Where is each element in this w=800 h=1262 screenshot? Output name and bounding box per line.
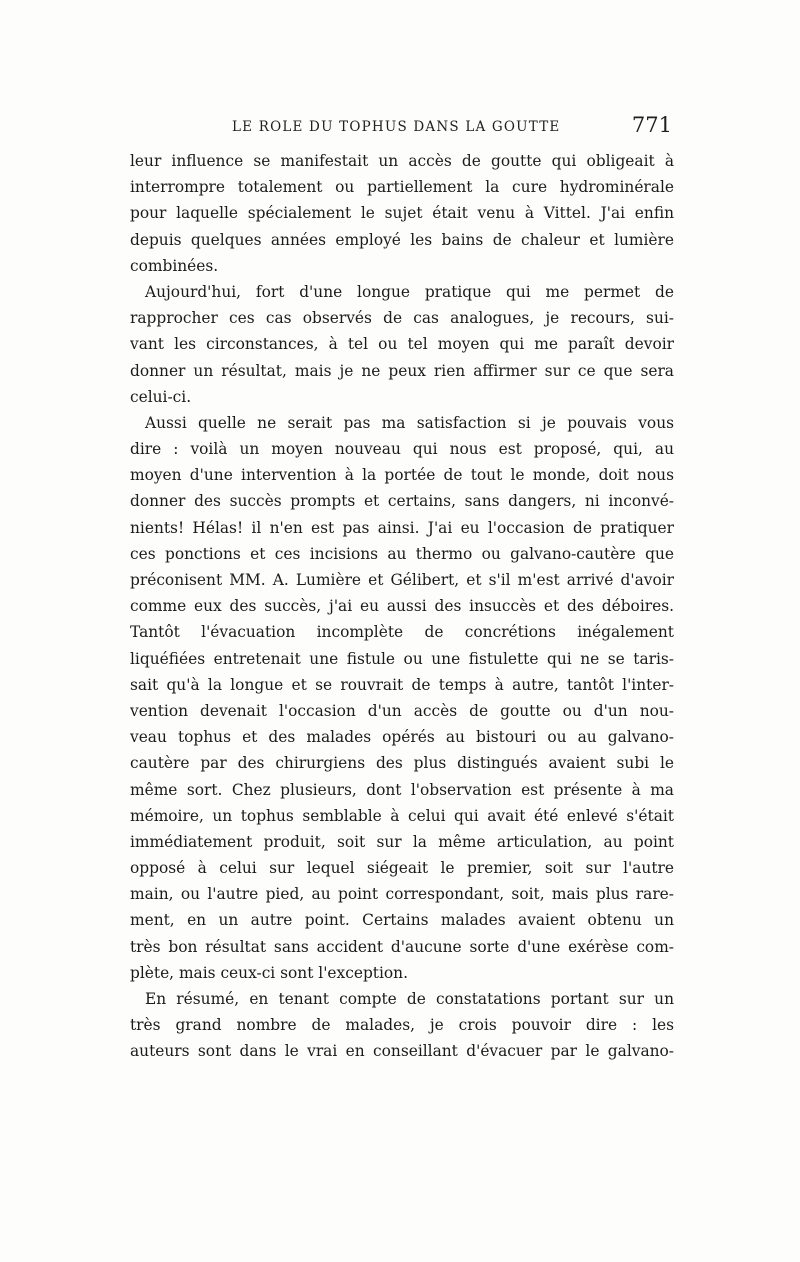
text-line: pour laquelle spécialement le sujet était venu à Vittel. J'ai enfin [130,204,674,223]
text-line: interrompre totalement ou partiellement la cure hydrominérale [130,178,674,197]
text-line: sait qu'à la longue et se rouvrait de temps à autre, tantôt l'inter- [130,675,674,694]
text-line: immédiatement produit, soit sur la même articulation, au point [130,832,674,851]
text-line: cautère par des chirurgiens des plus distingués avaient subi le [130,754,674,773]
running-header [130,113,674,143]
text-line: opposé à celui sur lequel siégeait le premier, soit sur l'autre [130,859,674,878]
text-line: Aujourd'hui, fort d'une longue pratique qui me permet de [145,282,674,301]
text-line: vant les circonstances, à tel ou tel moyen qui me paraît devoir [130,335,674,354]
text-line: veau tophus et des malades opérés au bistouri ou au galvano- [130,728,674,747]
text-line: ces ponctions et ces incisions au thermo ou galvano-cautère que [130,544,674,563]
text-line: plète, mais ceux-ci sont l'exception. [130,963,408,982]
text-line: Aussi quelle ne serait pas ma satisfaction si je pouvais vous [145,413,674,432]
text-line: préconisent MM. A. Lumière et Gélibert, et s'il m'est arrivé d'avoir [130,571,674,589]
text-line: leur influence se manifestait un accès de goutte qui obligeait à [130,152,674,170]
text-line: dire : voilà un moyen nouveau qui nous est proposé, qui, au [130,440,674,459]
text-line: liquéfiées entretenait une fistule ou une fistulette qui ne se taris- [130,649,674,668]
text-line: comme eux des succès, j'ai eu aussi des insuccès et des déboires. [130,597,674,616]
text-line: nients! Hélas! il n'en est pas ainsi. J'ai eu l'occasion de pratiquer [130,518,674,537]
paragraph-3 [130,410,674,986]
text-line: combinées. [130,256,219,275]
text-line: rapprocher ces cas observés de cas analogues, je recours, sui- [130,309,674,328]
text-line: très bon résultat sans accident d'aucune sorte d'une exérèse com- [130,937,674,956]
page-number: 771 [631,113,672,137]
text-line: même sort. Chez plusieurs, dont l'observation est présente à ma [130,780,674,799]
text-line: ment, en un autre point. Certains malades avaient obtenu un [130,911,674,930]
text-line: vention devenait l'occasion d'un accès de goutte ou d'un nou- [130,701,674,720]
running-title: LE ROLE DU TOPHUS DANS LA GOUTTE [232,119,561,135]
text-line: très grand nombre de malades, je crois pouvoir dire : les [130,1016,674,1035]
text-line: Tantôt l'évacuation incomplète de concrétions inégalement [130,623,674,642]
text-line: donner un résultat, mais je ne peux rien affirmer sur ce que sera [130,361,674,380]
text-line: auteurs sont dans le vrai en conseillant d'évacuer par le galvano- [130,1042,674,1061]
text-line: depuis quelques années employé les bains de chaleur et lumière [130,230,674,249]
text-line: main, ou l'autre pied, au point correspondant, soit, mais plus rare- [130,885,674,904]
text-line: En résumé, en tenant compte de constatations portant sur un [145,990,674,1008]
paragraph-1 [130,148,674,279]
paragraph-4 [130,986,674,1065]
text-line: moyen d'une intervention à la portée de tout le monde, doit nous [130,466,674,485]
text-line: celui-ci. [130,387,192,406]
body-text [130,148,674,1065]
text-line: donner des succès prompts et certains, sans dangers, ni inconvé- [130,492,674,511]
text-line: mémoire, un tophus semblable à celui qui avait été enlevé s'était [130,806,674,825]
paragraph-2 [130,279,674,410]
